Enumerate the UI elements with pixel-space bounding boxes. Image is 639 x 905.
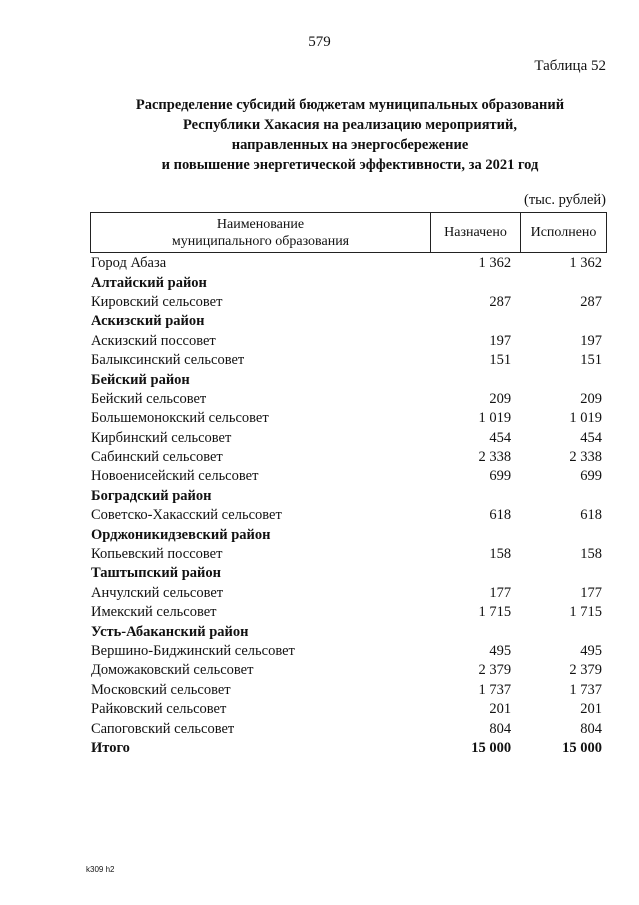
table-body xyxy=(90,254,607,758)
cell-assigned: 209 xyxy=(489,390,512,407)
cell-name: Бейский сельсовет xyxy=(91,390,207,407)
table-row xyxy=(90,409,607,428)
cell-done: 201 xyxy=(580,701,603,718)
total-label: Итого xyxy=(91,739,130,756)
table-row xyxy=(90,584,607,603)
cell-assigned: 201 xyxy=(489,701,512,718)
cell-name: Вершино-Биджинский сельсовет xyxy=(91,643,295,659)
cell-name: Боградский район xyxy=(91,487,212,504)
header-assigned: Назначено xyxy=(431,213,521,252)
cell-done: 618 xyxy=(580,507,603,524)
cell-assigned: 158 xyxy=(489,546,512,563)
cell-done: 495 xyxy=(580,643,603,659)
cell-assigned: 1 715 xyxy=(478,604,512,621)
cell-assigned: 495 xyxy=(489,643,512,659)
cell-assigned: 177 xyxy=(489,584,512,601)
table-row xyxy=(90,545,607,564)
table-row xyxy=(90,603,607,622)
cell-done: 158 xyxy=(580,546,603,563)
cell-name: Бейский район xyxy=(91,371,190,388)
cell-done: 1 737 xyxy=(569,681,603,698)
cell-assigned: 804 xyxy=(489,720,512,737)
table-label: Таблица 52 xyxy=(534,58,606,74)
cell-assigned: 2 379 xyxy=(478,662,512,679)
page-number: 579 xyxy=(308,34,331,50)
cell-assigned: 2 338 xyxy=(478,449,512,466)
cell-done: 177 xyxy=(580,584,603,601)
total-row xyxy=(90,739,607,758)
total-done: 15 000 xyxy=(562,739,603,756)
cell-assigned: 454 xyxy=(489,429,512,446)
table-row xyxy=(90,351,607,370)
header-name-line1: Наименование xyxy=(216,216,305,232)
cell-name: Имекский сельсовет xyxy=(91,604,217,621)
title-line: направленных на энергосбережение xyxy=(231,137,469,153)
cell-assigned: 618 xyxy=(489,507,512,524)
document-title xyxy=(60,95,639,175)
cell-name: Балыксинский сельсовет xyxy=(91,352,245,369)
table-row xyxy=(90,254,607,273)
cell-name: Сабинский сельсовет xyxy=(91,449,223,466)
cell-name: Кировский сельсовет xyxy=(91,293,223,310)
cell-name: Райковский сельсовет xyxy=(91,701,227,718)
cell-name: Усть-Абаканский район xyxy=(91,623,249,640)
section-row xyxy=(90,525,607,544)
cell-name: Копьевский поссовет xyxy=(91,546,223,563)
table-row xyxy=(90,642,607,661)
cell-assigned: 1 737 xyxy=(478,681,512,698)
table-row xyxy=(90,681,607,700)
cell-assigned: 151 xyxy=(489,352,512,369)
cell-assigned: 1 362 xyxy=(478,255,512,272)
cell-name: Советско-Хакасский сельсовет xyxy=(91,507,282,524)
cell-assigned: 287 xyxy=(489,293,512,310)
table-row xyxy=(90,332,607,351)
table-row xyxy=(90,293,607,312)
header-done: Исполнено xyxy=(530,225,597,240)
cell-name: Аскизский поссовет xyxy=(91,332,216,349)
cell-done: 1 019 xyxy=(569,410,603,427)
cell-done: 804 xyxy=(580,720,603,737)
table-row xyxy=(90,467,607,486)
cell-done: 454 xyxy=(580,429,603,446)
units-label: (тыс. рублей) xyxy=(524,192,606,208)
cell-done: 2 379 xyxy=(569,662,603,679)
table-row xyxy=(90,661,607,680)
cell-name: Алтайский район xyxy=(91,274,207,291)
cell-name: Орджоникидзевский район xyxy=(91,526,271,543)
cell-assigned: 699 xyxy=(489,468,512,485)
title-line: и повышение энергетической эффективности, за 2021 год xyxy=(161,157,539,173)
table-row xyxy=(90,390,607,409)
table-row xyxy=(90,506,607,525)
cell-done: 1 715 xyxy=(569,604,603,621)
cell-name: Доможаковский сельсовет xyxy=(91,662,254,679)
section-row xyxy=(90,622,607,641)
footer-code: k309 h2 xyxy=(86,865,115,874)
cell-name: Кирбинский сельсовет xyxy=(91,429,232,446)
table-header xyxy=(90,212,607,253)
cell-name: Город Абаза xyxy=(91,255,167,272)
cell-done: 209 xyxy=(580,390,603,407)
table-row xyxy=(90,700,607,719)
cell-name: Аскизский район xyxy=(91,313,205,330)
cell-name: Большемонокский сельсовет xyxy=(91,410,269,427)
total-assigned: 15 000 xyxy=(471,739,512,756)
title-line: Распределение субсидий бюджетам муниципальных образований xyxy=(135,97,565,113)
section-row xyxy=(90,273,607,292)
cell-assigned: 1 019 xyxy=(478,410,512,427)
header-name-line2: муниципального образования xyxy=(171,233,350,249)
cell-name: Таштыпский район xyxy=(91,565,221,582)
cell-assigned: 197 xyxy=(489,332,512,349)
cell-done: 699 xyxy=(580,468,603,485)
table-row xyxy=(90,719,607,738)
cell-done: 287 xyxy=(580,293,603,310)
section-row xyxy=(90,487,607,506)
table-row xyxy=(90,429,607,448)
cell-done: 2 338 xyxy=(569,449,603,466)
table-row xyxy=(90,448,607,467)
cell-name: Анчулский сельсовет xyxy=(91,584,224,601)
section-row xyxy=(90,370,607,389)
cell-name: Сапоговский сельсовет xyxy=(91,720,235,737)
header-name xyxy=(91,213,431,252)
cell-name: Новоенисейский сельсовет xyxy=(91,468,259,485)
cell-name: Московский сельсовет xyxy=(91,681,231,698)
title-line: Республики Хакасия на реализацию мероприятий, xyxy=(183,117,517,133)
cell-done: 1 362 xyxy=(569,255,603,272)
cell-done: 151 xyxy=(580,352,603,369)
section-row xyxy=(90,564,607,583)
cell-done: 197 xyxy=(580,332,603,349)
section-row xyxy=(90,312,607,331)
